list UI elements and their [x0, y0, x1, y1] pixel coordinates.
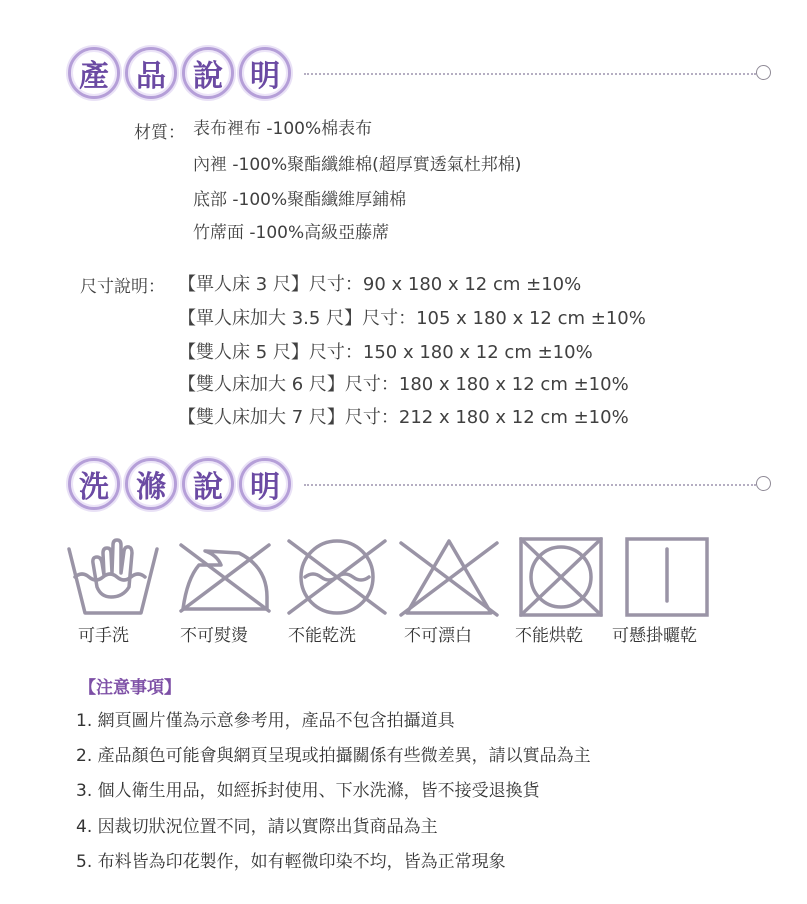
heading-char: 滌 [125, 458, 177, 510]
note-item: 5. 布料皆為印花製作，如有輕微印染不均，皆為正常現象 [76, 852, 506, 872]
care-label: 可手洗 [78, 626, 129, 646]
sizes-label: 尺寸說明： [80, 277, 165, 297]
heading-char: 說 [182, 458, 234, 510]
materials-label: 材質： [134, 123, 185, 143]
care-item-no-bleach [394, 535, 504, 646]
care-item-hand-wash [58, 535, 168, 646]
care-label: 不可漂白 [404, 626, 472, 646]
heading-char: 產 [68, 47, 120, 99]
note-item: 4. 因裁切狀況位置不同，請以實際出貨商品為主 [76, 817, 438, 837]
note-item: 1. 網頁圖片僅為示意參考用，產品不包含拍攝道具 [76, 711, 455, 731]
dotted-divider [304, 73, 756, 75]
no-iron-icon [175, 535, 275, 617]
care-label: 不可熨燙 [180, 626, 248, 646]
size-line: 【單人床加大 3.5 尺】尺寸：105 x 180 x 12 cm ±10% [178, 308, 646, 329]
material-line: 底部 -100%聚酯纖維厚鋪棉 [193, 190, 407, 210]
divider-end-circle [756, 476, 771, 491]
note-item: 2. 產品顏色可能會與網頁呈現或拍攝關係有些微差異，請以實品為主 [76, 746, 591, 766]
care-symbols [58, 535, 718, 655]
heading-char: 說 [182, 47, 234, 99]
care-item-hang-dry [612, 535, 722, 646]
hang-dry-icon [617, 535, 717, 617]
divider-end-circle [756, 65, 771, 80]
size-line: 【雙人床加大 6 尺】尺寸：180 x 180 x 12 cm ±10% [178, 374, 629, 395]
material-line: 表布裡布 -100%棉表布 [193, 119, 373, 139]
size-line: 【雙人床 5 尺】尺寸：150 x 180 x 12 cm ±10% [178, 342, 593, 363]
care-item-no-iron [170, 535, 280, 646]
no-dry-clean-icon [287, 535, 387, 617]
note-item: 3. 個人衛生用品，如經拆封使用、下水洗滌，皆不接受退換貨 [76, 781, 540, 801]
dotted-divider [304, 484, 756, 486]
notes-title: 【注意事項】 [79, 678, 181, 698]
care-label: 不能乾洗 [288, 626, 356, 646]
size-line: 【雙人床加大 7 尺】尺寸：212 x 180 x 12 cm ±10% [178, 407, 629, 428]
no-tumble-dry-icon [511, 535, 611, 617]
care-item-no-tumble-dry [506, 535, 616, 646]
hand-wash-icon [63, 535, 163, 617]
material-line: 內裡 -100%聚酯纖維棉(超厚實透氣杜邦棉) [193, 155, 522, 175]
size-line: 【單人床 3 尺】尺寸：90 x 180 x 12 cm ±10% [178, 274, 582, 295]
care-label: 可懸掛曬乾 [612, 626, 697, 646]
no-bleach-icon [399, 535, 499, 617]
care-label: 不能烘乾 [515, 626, 583, 646]
heading-char: 明 [239, 47, 291, 99]
material-line: 竹蓆面 -100%高級亞藤蓆 [193, 223, 390, 243]
heading-char: 明 [239, 458, 291, 510]
care-item-no-dry-clean [282, 535, 392, 646]
heading-char: 品 [125, 47, 177, 99]
heading-char: 洗 [68, 458, 120, 510]
